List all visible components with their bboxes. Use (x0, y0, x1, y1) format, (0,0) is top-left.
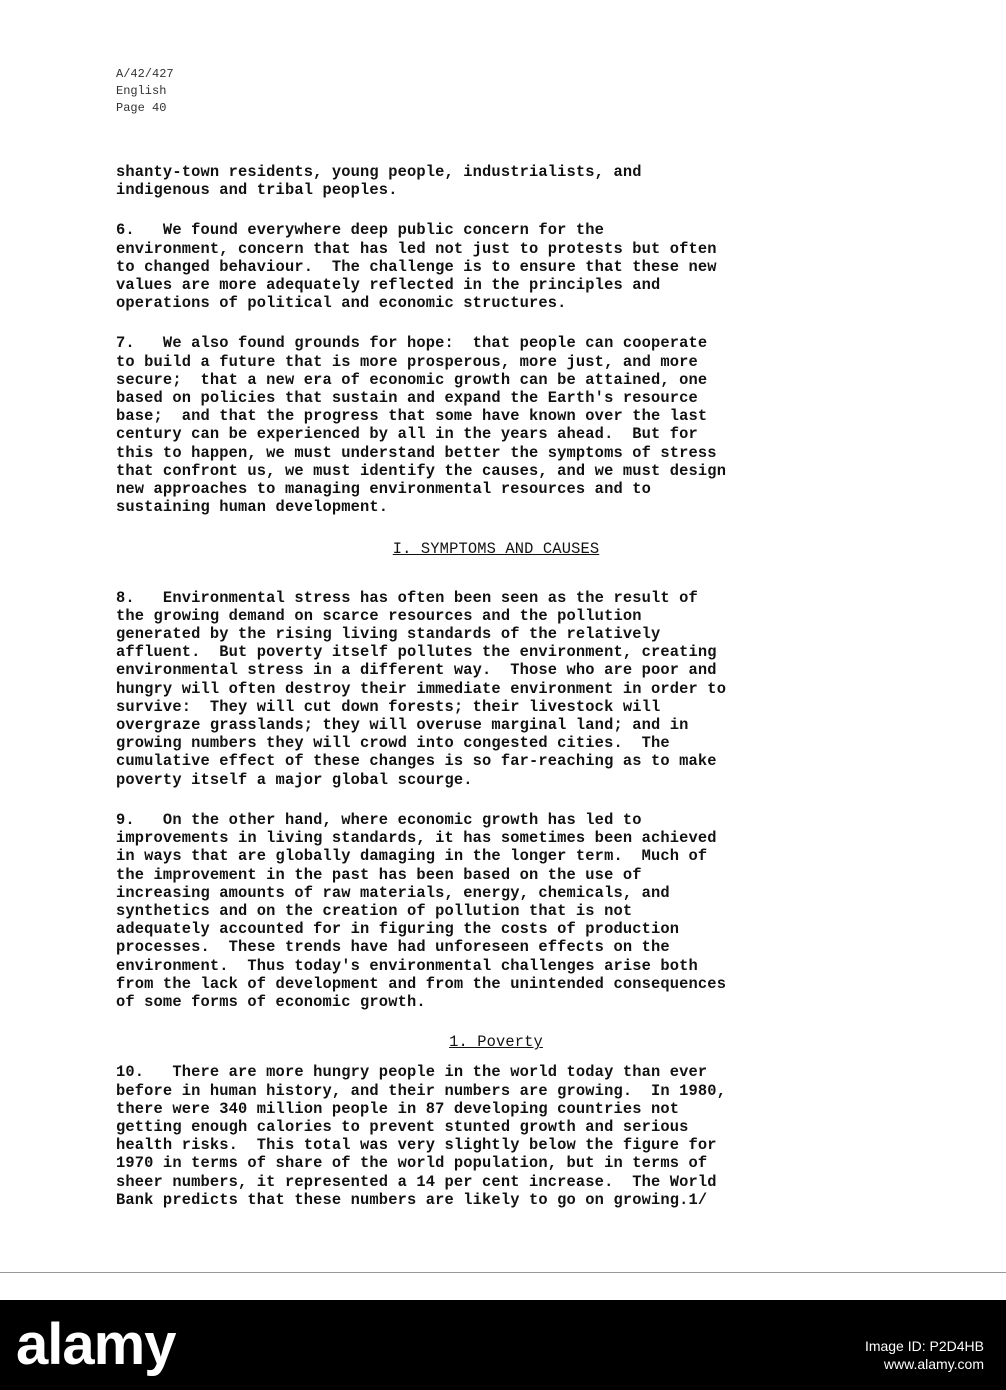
text-line: environment, concern that has led not just to protests but often (116, 239, 717, 258)
text-line: century can be experienced by all in the years ahead. But for (116, 425, 698, 444)
text-line: the improvement in the past has been based on the use of (116, 865, 642, 884)
text-line: overgraze grasslands; they will overuse marginal land; and in (116, 716, 689, 735)
header-page-number: Page 40 (116, 101, 167, 115)
section-intro (116, 163, 876, 516)
text-line: sustaining human development. (116, 498, 389, 517)
text-line: 1970 in terms of share of the world population, but in terms of (116, 1154, 708, 1173)
image-id: Image ID: P2D4HB (864, 1338, 984, 1354)
text-line: the growing demand on scarce resources and the pollution (116, 606, 642, 625)
paragraph (116, 589, 876, 789)
text-line: Bank predicts that these numbers are likely to go on growing.1/ (116, 1190, 708, 1209)
text-line: 8. Environmental stress has often been seen as the result of (116, 588, 698, 607)
text-line: increasing amounts of raw materials, energy, chemicals, and (116, 883, 670, 902)
text-line: secure; that a new era of economic growth can be attained, one (116, 370, 708, 389)
paragraph (116, 334, 876, 516)
image-url: www.alamy.com (883, 1356, 984, 1372)
text-line: of some forms of economic growth. (116, 992, 426, 1011)
header-symbol: A/42/427 (116, 67, 174, 81)
paragraph (116, 811, 876, 1011)
text-line: indigenous and tribal peoples. (116, 181, 398, 200)
text-line: getting enough calories to prevent stunted growth and serious (116, 1117, 689, 1136)
text-line: survive: They will cut down forests; their livestock will (116, 697, 661, 716)
paragraph (116, 221, 876, 312)
text-line: in ways that are globally damaging in the longer term. Much of (116, 847, 708, 866)
text-line: growing numbers they will crowd into congested cities. The (116, 734, 670, 753)
section-poverty (116, 1063, 876, 1209)
text-line: 7. We also found grounds for hope: that people can cooperate (116, 334, 708, 353)
paragraph (116, 163, 876, 199)
text-line: from the lack of development and from the unintended consequences (116, 974, 727, 993)
text-line: affluent. But poverty itself pollutes the environment, creating (116, 643, 717, 662)
text-line: shanty-town residents, young people, industrialists, and (116, 163, 642, 181)
text-line: there were 340 million people in 87 developing countries not (116, 1099, 680, 1118)
header-language: English (116, 84, 167, 98)
text-line: hungry will often destroy their immediate environment in order to (116, 679, 727, 698)
document-header (116, 66, 174, 117)
text-line: sheer numbers, it represented a 14 per cent increase. The World (116, 1172, 717, 1191)
text-line: to changed behaviour. The challenge is to ensure that these new (116, 257, 717, 276)
text-line: 10. There are more hungry people in the world today than ever (116, 1063, 708, 1082)
brand-logo: alamy (16, 1312, 176, 1377)
text-line: poverty itself a major global scourge. (116, 770, 473, 789)
document-body (116, 163, 876, 1231)
text-line: 6. We found everywhere deep public concern for the (116, 221, 605, 240)
text-line: new approaches to managing environmental resources and to (116, 480, 651, 499)
text-line: 9. On the other hand, where economic growth has led to (116, 810, 642, 829)
text-line: cumulative effect of these changes is so far-reaching as to make (116, 752, 717, 771)
text-line: improvements in living standards, it has sometimes been achieved (116, 829, 717, 848)
text-line: environmental stress in a different way. Those who are poor and (116, 661, 717, 680)
text-line: adequately accounted for in figuring the costs of production (116, 920, 680, 939)
text-line: that confront us, we must identify the causes, and we must design (116, 461, 727, 480)
paragraph (116, 1063, 876, 1209)
text-line: based on policies that sustain and expand the Earth's resource (116, 389, 698, 408)
text-line: operations of political and economic structures. (116, 294, 567, 313)
page-bottom-rule (0, 1272, 1006, 1273)
text-line: processes. These trends have had unforeseen effects on the (116, 938, 670, 957)
section-heading-poverty: 1. Poverty (449, 1033, 543, 1052)
text-line: environment. Thus today's environmental challenges arise both (116, 956, 698, 975)
section-heading-symptoms: I. SYMPTOMS AND CAUSES (392, 540, 600, 559)
text-line: before in human history, and their numbers are growing. In 1980, (116, 1081, 727, 1100)
text-line: generated by the rising living standards of the relatively (116, 625, 661, 644)
text-line: values are more adequately reflected in the principles and (116, 276, 661, 295)
section-symptoms (116, 589, 876, 1011)
text-line: this to happen, we must understand better the symptoms of stress (116, 443, 717, 462)
text-line: base; and that the progress that some have known over the last (116, 407, 708, 426)
text-line: to build a future that is more prosperous, more just, and more (116, 352, 698, 371)
text-line: health risks. This total was very slightly below the figure for (116, 1136, 717, 1155)
text-line: synthetics and on the creation of pollution that is not (116, 901, 633, 920)
